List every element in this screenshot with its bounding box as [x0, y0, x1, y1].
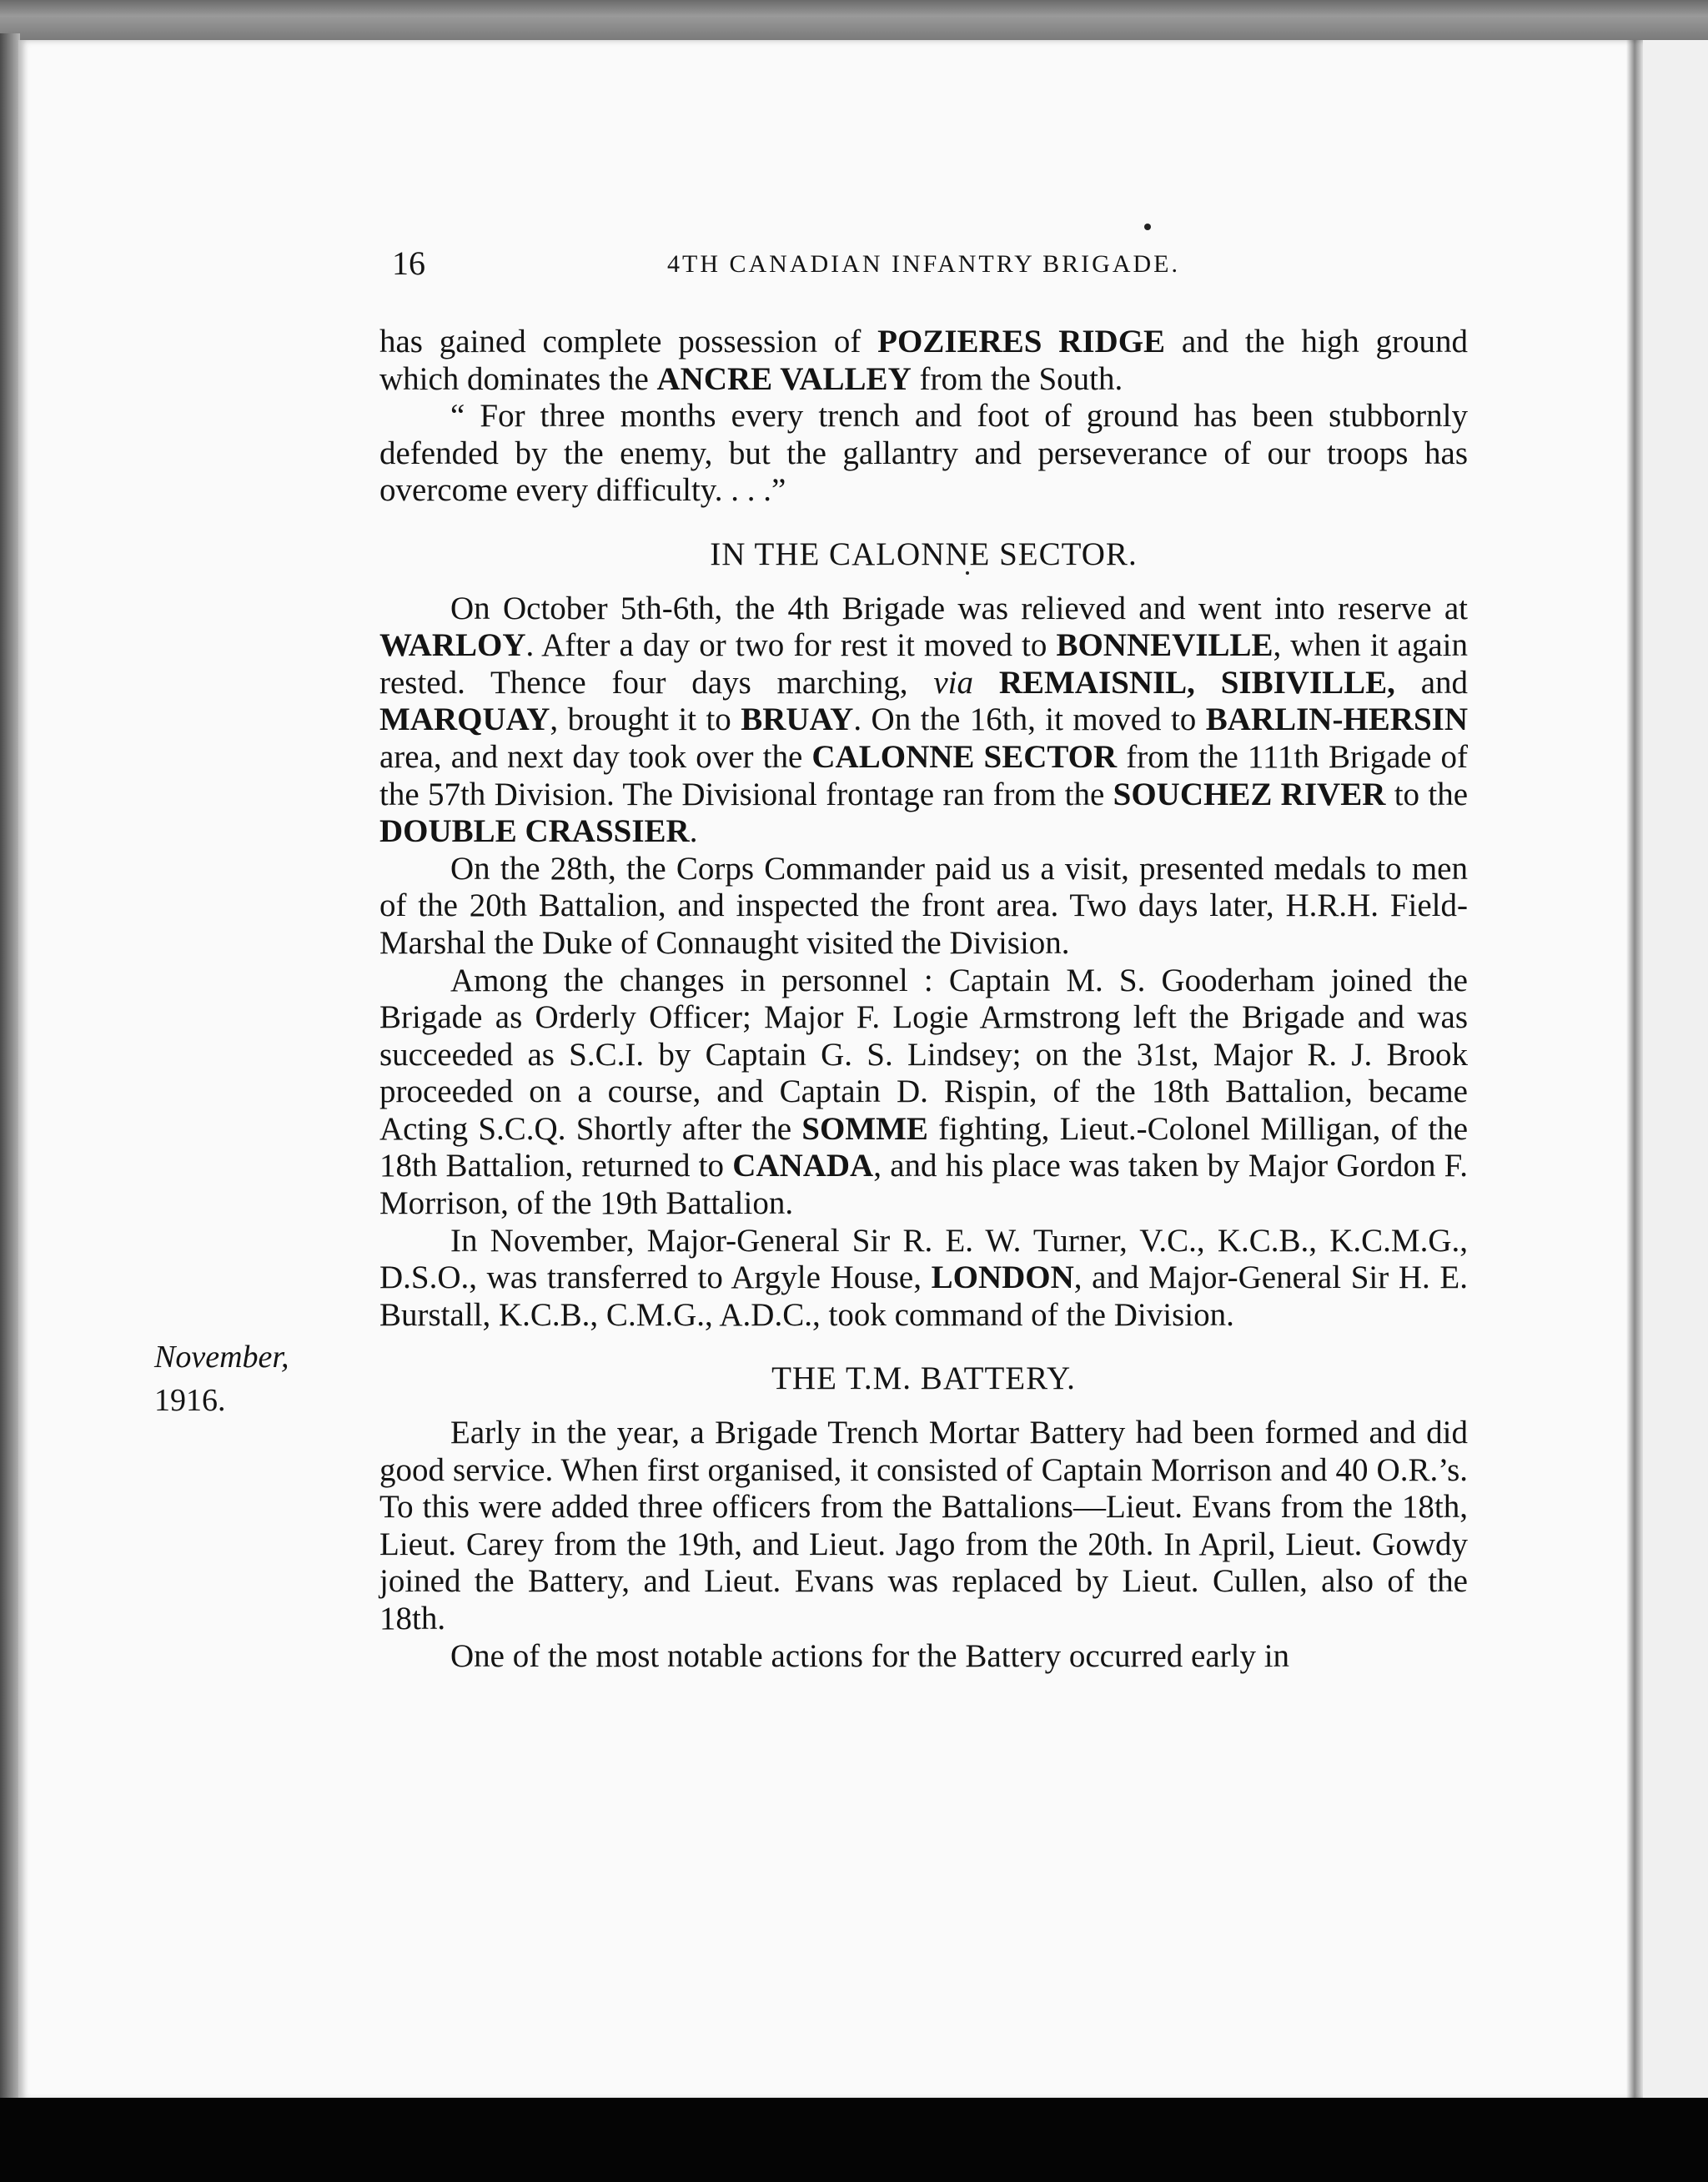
paragraph: Early in the year, a Brigade Trench Mortar Battery had been formed and did good service. When first organised, it consisted of Captain Morrison and 40 O.R.’s. To this were added three officers from the Battalions—Lieut. Evans from the 18th, Lieut. Carey from the 19th, and Lieut. Jago from the 20th. In April, Lieut. Gowdy joined the Battery, and Lieut. Evans was replaced by Lieut. Cullen, also of the 18th. [379, 1415, 1468, 1636]
text-run: . After a day or two for rest it moved to [525, 627, 1057, 664]
text-run: On October 5th-6th, the 4th Brigade was relieved and went into reserve at [450, 590, 1468, 626]
place-name: WARLOY [379, 627, 526, 664]
next-page-sliver [1643, 40, 1708, 2100]
text-run: , brought it to [550, 701, 741, 738]
text-run: . [689, 813, 698, 850]
place-name: ANCRE VALLEY [656, 360, 912, 397]
place-name: BRUAY [741, 701, 854, 738]
book-binding-edge [0, 33, 20, 2102]
section-heading: THE T.M. BATTERY. [771, 1360, 1076, 1397]
ink-speck [1144, 224, 1151, 230]
margin-note-year: 1916. [154, 1383, 226, 1418]
text-run: fighting, Lieut.-Colonel Milligan, of the 18th Battalion, returned to [379, 1110, 1468, 1184]
text-run: , when it again rested. Thence four days marching, [379, 627, 1468, 701]
text-run [973, 665, 999, 701]
paragraph: One of the most notable actions for the Battery occurred early in [450, 1637, 1290, 1674]
place-name: CALONNE SECTOR [811, 738, 1118, 775]
text-run: In November, Major-General Sir R. E. W. Turner, V.C., K.C.B., K.C.M.G., D.S.O., was transferred to Argyle House, [379, 1222, 1468, 1296]
paragraph [379, 963, 1468, 1223]
text-run: and [1394, 664, 1469, 701]
text-run: to the [1385, 776, 1469, 812]
text-run: has gained complete possession of [379, 324, 878, 359]
running-title: 4TH CANADIAN INFANTRY BRIGADE. [667, 250, 1180, 278]
text-run: , and Major-General Sir H. E. Burstall, K.C.B., C.M.G., A.D.C., took command of the Division. [379, 1259, 1468, 1333]
section-heading: IN THE CALONNE SECTOR. [710, 535, 1138, 572]
text-run: area, and next day took over the [379, 738, 812, 775]
body-text [379, 324, 1468, 1675]
place-name: LONDON [931, 1259, 1074, 1296]
paragraph-continued [379, 324, 1468, 398]
page-gutter-shadow [1626, 40, 1643, 2100]
place-name: REMAISNIL, SIBIVILLE, [998, 664, 1395, 701]
margin-date-note [154, 1335, 289, 1422]
text-run: , and his place was taken by Major Gordon F. Morrison, of the 19th Battalion. [379, 1148, 1468, 1222]
quotation-paragraph: “ For three months every trench and foot of ground has been stubbornly defended by the enemy, but the gallantry and perseverance of our troops has overcome every difficulty. . . .” [379, 398, 1468, 509]
paragraph [379, 1223, 1468, 1335]
place-name: BONNEVILLE [1056, 627, 1273, 664]
place-name: DOUBLE CRASSIER [379, 813, 690, 850]
place-name: POZIERES RIDGE [877, 324, 1166, 359]
margin-note-month: November, [154, 1340, 289, 1375]
italic-word: via [933, 664, 974, 701]
place-name: MARQUAY [379, 701, 550, 738]
text-run: . On the 16th, it moved to [853, 701, 1206, 738]
page-number: 16 [392, 244, 425, 282]
place-name: SOUCHEZ RIVER [1113, 776, 1386, 812]
paragraph: On the 28th, the Corps Commander paid us a visit, presented medals to men of the 20th Battalion, and inspected the front area. Two days later, H.R.H. Field-Marshal the Duke of Connaught visited the Division. [379, 850, 1468, 961]
text-run: and the high ground which dominates the [379, 324, 1468, 397]
text-run: from the South. [911, 360, 1123, 397]
place-name: BARLIN-HERSIN [1205, 701, 1468, 738]
place-name: SOMME [801, 1110, 928, 1147]
place-name: CANADA [732, 1148, 874, 1184]
scanner-bottom-edge [0, 2098, 1708, 2182]
scanner-top-edge [0, 0, 1708, 40]
paragraph [379, 591, 1468, 851]
text-run: from the 111th Brigade of the 57th Division. The Divisional frontage ran from the [379, 738, 1469, 812]
text-run: Among the changes in personnel : Captain M. S. Gooderham joined the Brigade as Orderly Officer; Major F. Logie Armstrong left the Brigade and was succeeded as S.C.I. by Captain G. S. Lindsey; on the 31st, Major R. J. Brook proceeded on a course, and Captain D. Rispin, of the 18th Battalion, became Acting S.C.Q. Shortly after the [379, 962, 1468, 1147]
